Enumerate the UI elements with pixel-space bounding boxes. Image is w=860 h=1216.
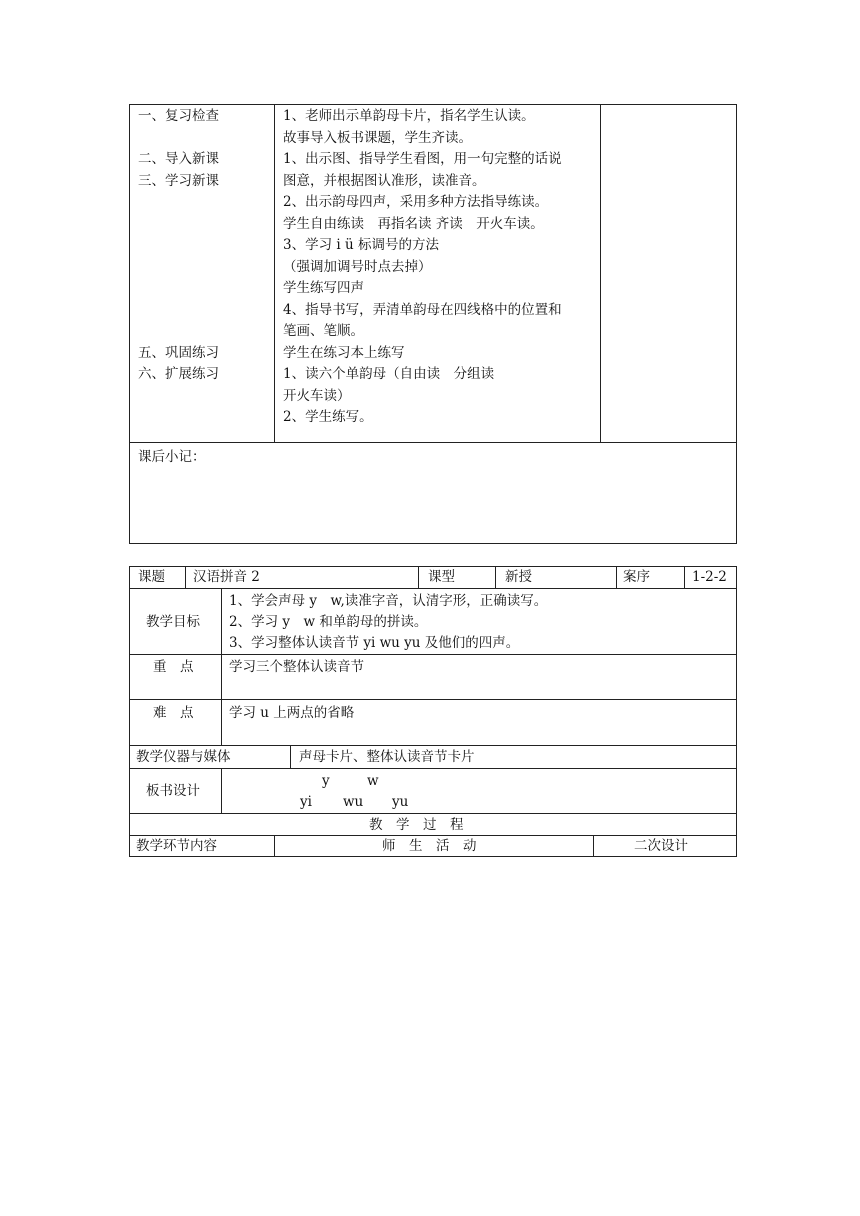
board-letter-y: y	[322, 773, 330, 789]
type-value: 新授	[505, 569, 532, 585]
table1-col-divider-2	[600, 104, 601, 443]
activity-line: 2、出示韵母四声，采用多种方法指导练读。	[283, 194, 549, 210]
activity-line: 1、出示图、指导学生看图，用一句完整的话说	[283, 151, 562, 167]
activity-line: 2、学生练写。	[283, 409, 373, 425]
goals-label: 教学目标	[146, 614, 200, 630]
stage-learn: 三、学习新课	[138, 172, 219, 189]
process-heading: 教 学 过 程	[369, 817, 464, 833]
t2-col-line	[616, 566, 617, 588]
difficulty-value: 学习 u 上两点的省略	[229, 705, 355, 721]
t2-col-line	[274, 835, 275, 857]
t2-col-line	[221, 588, 222, 745]
case-label: 案序	[623, 569, 650, 585]
stage-extend: 六、扩展练习	[138, 366, 219, 382]
t2-col-line	[418, 566, 419, 588]
col-activity-header: 师 生 活 动	[382, 838, 477, 854]
activity-line: 开火车读）	[283, 387, 351, 404]
t2-col-line	[221, 768, 222, 813]
difficulty-label: 难 点	[153, 705, 194, 721]
activity-line: 学生自由练读 再指名读 齐读 开火车读。	[283, 215, 544, 232]
activity-line: 3、学习 i ü 标调号的方法	[283, 237, 439, 253]
board-syllable-wu: wu	[343, 794, 364, 810]
stage-review: 一、复习检查	[138, 108, 219, 124]
col-second-header: 二次设计	[634, 838, 688, 854]
t2-col-line	[290, 745, 291, 768]
activity-line: 1、老师出示单韵母卡片，指名学生认读。	[283, 108, 535, 124]
goal-line: 1、学会声母 y w,读准字音，认清字形，正确读写。	[229, 593, 548, 609]
goal-line: 2、学习 y w 和单韵母的拼读。	[229, 614, 428, 630]
t2-col-line	[684, 566, 685, 588]
type-label: 课型	[428, 569, 455, 585]
goal-line: 3、学习整体认读音节 yi wu yu 及他们的四声。	[229, 635, 520, 651]
activity-line: 图意，并根据图认准形，读准音。	[283, 172, 486, 189]
media-value: 声母卡片、整体认读音节卡片	[299, 749, 475, 765]
t2-row-line	[129, 745, 737, 746]
board-syllable-yu: yu	[392, 794, 409, 810]
t2-col-line	[593, 835, 594, 857]
activity-line: 4、指导书写，弄清单韵母在四线格中的位置和	[283, 301, 562, 318]
activity-line: 故事导入板书课题，学生齐读。	[283, 129, 472, 146]
activity-line: 学生在练习本上练写	[283, 344, 405, 361]
activity-line: （强调加调号时点去掉）	[283, 258, 432, 275]
board-label: 板书设计	[146, 783, 200, 799]
key-label: 重 点	[153, 659, 194, 675]
t2-col-line	[185, 566, 186, 588]
case-value: 1-2-2	[692, 569, 727, 585]
table1-activity-column	[283, 106, 562, 429]
activity-line: 学生练写四声	[283, 280, 364, 296]
activity-line: 1、读六个单韵母（自由读 分组读	[283, 366, 495, 382]
key-value: 学习三个整体认读音节	[229, 659, 364, 675]
table1-col-divider-1	[274, 104, 275, 443]
notes-label: 课后小记：	[138, 449, 206, 465]
board-syllable-yi: yi	[300, 794, 312, 810]
col-content-header: 教学环节内容	[136, 838, 217, 854]
topic-label: 课题	[138, 569, 165, 585]
board-letter-w: w	[367, 773, 379, 789]
topic-value: 汉语拼音 2	[193, 569, 260, 585]
activity-line: 笔画、笔顺。	[283, 323, 364, 339]
table1-row-divider	[129, 442, 737, 443]
stage-practice: 五、巩固练习	[138, 344, 219, 361]
media-label: 教学仪器与媒体	[136, 749, 231, 765]
t2-col-line	[495, 566, 496, 588]
table1-stage-column	[138, 106, 219, 386]
stage-intro: 二、导入新课	[138, 151, 219, 167]
t2-row-line	[129, 813, 737, 814]
